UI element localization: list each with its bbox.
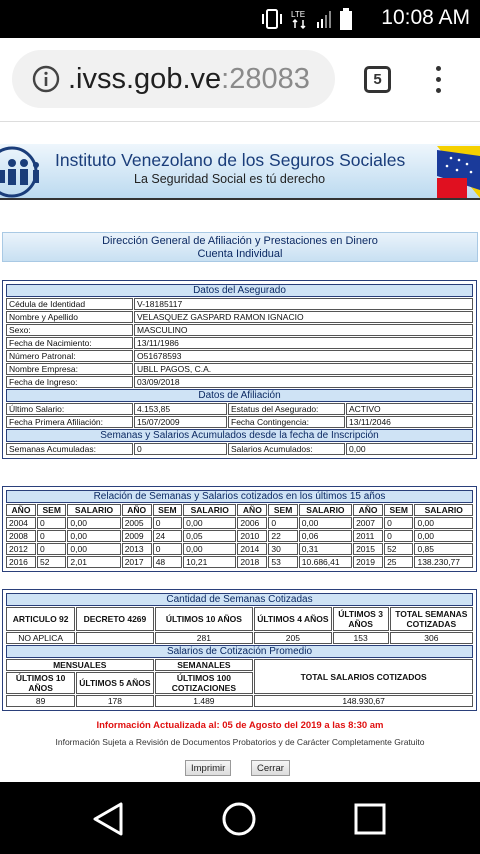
banner-title: Instituto Venezolano de los Seguros Sociales: [55, 150, 406, 170]
info-icon[interactable]: [32, 65, 60, 93]
column-header: SALARIO: [414, 504, 473, 516]
group-header: MENSUALES: [6, 659, 154, 671]
weeks-cell: 0: [153, 517, 182, 529]
column-header: SALARIO: [183, 504, 236, 516]
field-value: V-18185117: [134, 298, 473, 310]
ivss-banner: [0, 144, 480, 200]
section-header: Datos de Afiliación: [6, 389, 473, 402]
field-label: Fecha de Nacimiento:: [6, 337, 133, 349]
field-label: Fecha de Ingreso:: [6, 376, 133, 388]
column-header: ÚLTIMOS 10 AÑOS: [155, 607, 254, 631]
weeks-cell: 0: [384, 530, 413, 542]
salary-cell: 0,00: [67, 517, 120, 529]
weeks-cell: 52: [37, 556, 66, 568]
weeks-cell: 0: [37, 543, 66, 555]
signal-icon: [316, 9, 334, 29]
value-cell: 205: [254, 632, 331, 644]
table-row: [6, 517, 473, 529]
column-header: AÑO: [122, 504, 152, 516]
column-header: AÑO: [6, 504, 36, 516]
year-cell: 2005: [122, 517, 152, 529]
weeks-cell: 0: [384, 517, 413, 529]
clock: 10:08 AM: [381, 6, 470, 29]
table-row: [6, 530, 473, 542]
ivss-logo-icon: [0, 146, 44, 198]
year-cell: 2008: [6, 530, 36, 542]
section-header: Salarios de Cotización Promedio: [6, 645, 473, 658]
weeks-cell: 22: [268, 530, 297, 542]
field-value: 13/11/2046: [346, 416, 473, 428]
relacion-table: [5, 489, 474, 569]
weeks-cell: 0: [153, 543, 182, 555]
page-header: [2, 232, 478, 262]
section-header: Cantidad de Semanas Cotizadas: [6, 593, 473, 606]
cantidad-section: [2, 589, 477, 711]
field-label: Cédula de Identidad: [6, 298, 133, 310]
salary-cell: 0,00: [414, 517, 473, 529]
value-cell: 1.489: [155, 695, 254, 707]
column-header: TOTAL SEMANAS COTIZADAS: [390, 607, 473, 631]
asegurado-section: [2, 280, 477, 459]
field-value: MASCULINO: [134, 324, 473, 336]
column-header: ARTICULO 92: [6, 607, 75, 631]
column-header: ÚLTIMOS 10 AÑOS: [6, 672, 75, 694]
browser-toolbar: [0, 38, 480, 122]
field-label: Número Patronal:: [6, 350, 133, 362]
salary-cell: 0,00: [299, 517, 352, 529]
page-header-line1: Dirección General de Afiliación y Prestaciones en Dinero: [102, 235, 378, 247]
group-header: SEMANALES: [155, 659, 254, 671]
field-value: ACTIVO: [346, 403, 473, 415]
url-host: .ivss.gob.ve: [68, 63, 222, 95]
value-cell: 148.930,67: [254, 695, 473, 707]
salary-cell: 0,00: [414, 530, 473, 542]
salary-cell: 0,00: [183, 543, 236, 555]
year-cell: 2012: [6, 543, 36, 555]
tab-switcher-button[interactable]: 5: [364, 66, 391, 93]
field-label: Fecha Contingencia:: [228, 416, 345, 428]
recents-icon[interactable]: [354, 803, 386, 835]
close-button[interactable]: Cerrar: [251, 760, 290, 776]
salary-cell: 10,21: [183, 556, 236, 568]
column-header: DECRETO 4269: [76, 607, 153, 631]
salary-cell: 0,05: [183, 530, 236, 542]
field-label: Último Salario:: [6, 403, 133, 415]
banner-subtitle: La Seguridad Social es tú derecho: [134, 172, 326, 186]
column-header: AÑO: [237, 504, 267, 516]
value-cell: 153: [333, 632, 389, 644]
section-header: Datos del Asegurado: [6, 284, 473, 297]
field-value: 15/07/2009: [134, 416, 227, 428]
year-cell: 2006: [237, 517, 267, 529]
weeks-cell: 24: [153, 530, 182, 542]
year-cell: 2009: [122, 530, 152, 542]
column-header: ÚLTIMOS 4 AÑOS: [254, 607, 331, 631]
field-value: 4.153,85: [134, 403, 227, 415]
year-cell: 2007: [353, 517, 383, 529]
column-header: ÚLTIMOS 3 AÑOS: [333, 607, 389, 631]
section-header: Relación de Semanas y Salarios cotizados en los últimos 15 años: [6, 490, 473, 503]
battery-icon: [340, 8, 352, 30]
year-cell: 2016: [6, 556, 36, 568]
lte-icon: [290, 8, 310, 30]
weeks-cell: 0: [37, 530, 66, 542]
print-button[interactable]: Imprimir: [185, 760, 231, 776]
value-cell: [76, 632, 153, 644]
year-cell: 2014: [237, 543, 267, 555]
field-label: Salarios Acumulados:: [228, 443, 345, 455]
salary-cell: 0,00: [67, 543, 120, 555]
salary-cell: 0,06: [299, 530, 352, 542]
year-cell: 2011: [353, 530, 383, 542]
salary-cell: 0,31: [299, 543, 352, 555]
url-bar[interactable]: [12, 50, 335, 108]
page-header-line2: Cuenta Individual: [197, 248, 283, 260]
table-row: [6, 556, 473, 568]
update-notice: Información Actualizada al: 05 de Agosto del 2019 a las 8:30 am: [96, 720, 384, 731]
vibrate-icon: [260, 8, 284, 30]
field-label: Nombre Empresa:: [6, 363, 133, 375]
column-header: TOTAL SALARIOS COTIZADOS: [254, 659, 473, 694]
status-icons: [260, 8, 352, 30]
salary-cell: 0,00: [183, 517, 236, 529]
field-value: O51678593: [134, 350, 473, 362]
field-value: VELASQUEZ GASPARD RAMON IGNACIO: [134, 311, 473, 323]
year-cell: 2010: [237, 530, 267, 542]
weeks-cell: 53: [268, 556, 297, 568]
column-header: SEM: [153, 504, 182, 516]
weeks-cell: 0: [268, 517, 297, 529]
relacion-section: [2, 486, 477, 572]
field-value: UBLL PAGOS, C.A.: [134, 363, 473, 375]
column-header: ÚLTIMOS 100 COTIZACIONES: [155, 672, 254, 694]
column-header: SEM: [384, 504, 413, 516]
more-menu-icon[interactable]: [433, 66, 443, 96]
url-port: :28083: [221, 63, 310, 95]
weeks-cell: 48: [153, 556, 182, 568]
salary-cell: 0,85: [414, 543, 473, 555]
field-value: 0,00: [346, 443, 473, 455]
year-cell: 2017: [122, 556, 152, 568]
weeks-cell: 52: [384, 543, 413, 555]
year-cell: 2004: [6, 517, 36, 529]
weeks-cell: 30: [268, 543, 297, 555]
salary-cell: 0,00: [67, 530, 120, 542]
field-label: Sexo:: [6, 324, 133, 336]
column-header: SEM: [37, 504, 66, 516]
field-label: Semanas Acumuladas:: [6, 443, 133, 455]
table-row: [6, 543, 473, 555]
column-header: AÑO: [353, 504, 383, 516]
salary-cell: 138.230,77: [414, 556, 473, 568]
value-cell: 178: [76, 695, 153, 707]
asegurado-table: [5, 283, 474, 456]
weeks-cell: 25: [384, 556, 413, 568]
android-nav-bar: [0, 782, 480, 854]
year-cell: 2019: [353, 556, 383, 568]
weeks-cell: 0: [37, 517, 66, 529]
column-header: SALARIO: [299, 504, 352, 516]
field-label: Estatus del Asegurado:: [228, 403, 345, 415]
year-cell: 2013: [122, 543, 152, 555]
column-header: SALARIO: [67, 504, 120, 516]
year-cell: 2018: [237, 556, 267, 568]
column-header: SEM: [268, 504, 297, 516]
value-cell: 281: [155, 632, 254, 644]
value-cell: 306: [390, 632, 473, 644]
disclaimer-note: Información Sujeta a Revisión de Documentos Probatorios y de Carácter Completamente Gratuito: [55, 737, 425, 747]
cantidad-table: [5, 592, 474, 708]
svg-text:LTE: LTE: [291, 10, 306, 19]
salary-cell: 10.686,41: [299, 556, 352, 568]
field-value: 03/09/2018: [134, 376, 473, 388]
salary-cell: 2,01: [67, 556, 120, 568]
venezuela-flag-icon: [437, 146, 480, 198]
column-header: ÚLTIMOS 5 AÑOS: [76, 672, 153, 694]
field-value: 0: [134, 443, 227, 455]
field-value: 13/11/1986: [134, 337, 473, 349]
section-header: Semanas y Salarios Acumulados desde la fecha de Inscripción: [6, 429, 473, 442]
back-icon[interactable]: [92, 802, 124, 836]
year-cell: 2015: [353, 543, 383, 555]
field-label: Nombre y Apellido: [6, 311, 133, 323]
home-icon[interactable]: [222, 802, 256, 836]
value-cell: NO APLICA: [6, 632, 75, 644]
status-bar: [0, 0, 480, 38]
url-text[interactable]: [68, 63, 310, 96]
field-label: Fecha Primera Afiliación:: [6, 416, 133, 428]
value-cell: 89: [6, 695, 75, 707]
